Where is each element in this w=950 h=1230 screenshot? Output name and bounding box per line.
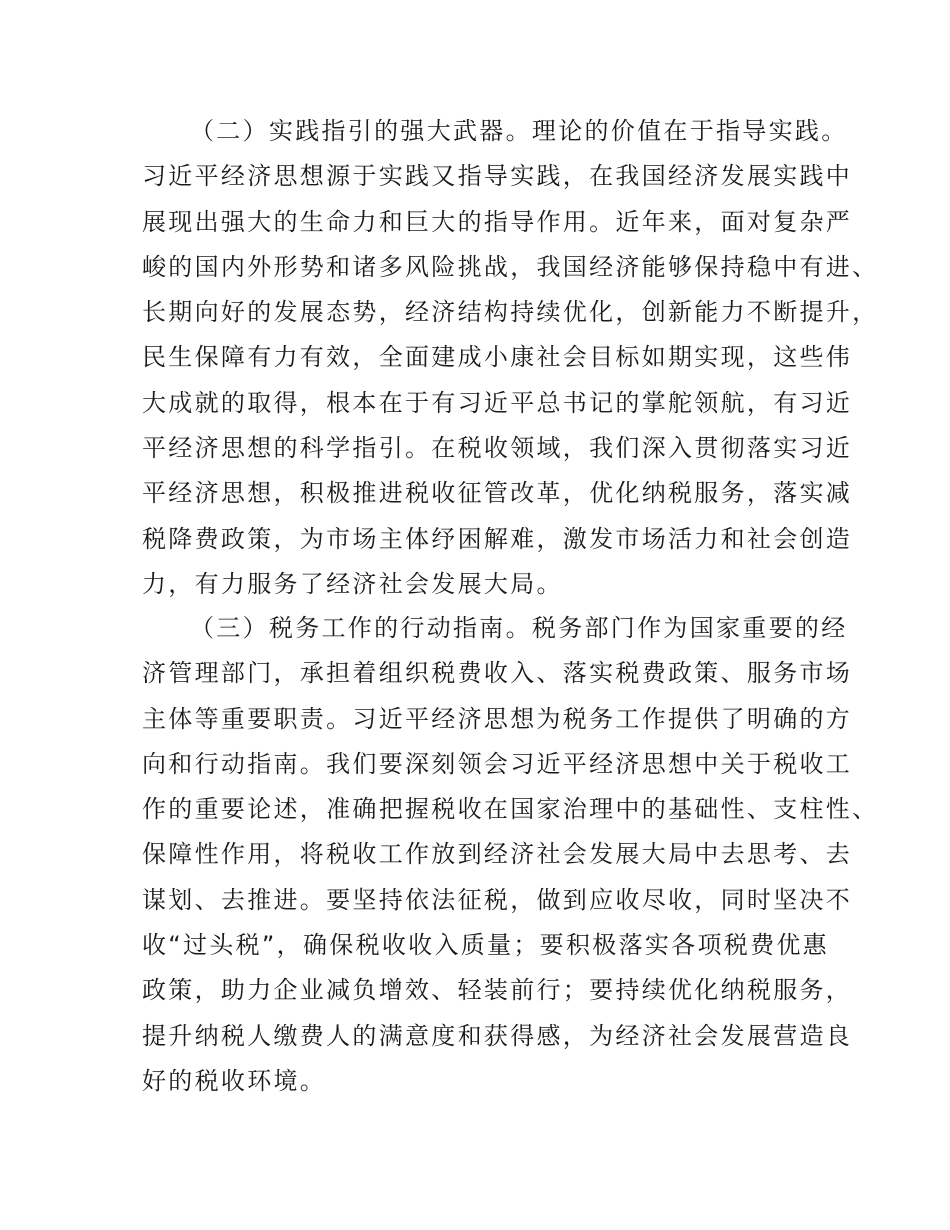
text-line: 习近平经济思想源于实践又指导实践，在我国经济发展实践中	[142, 162, 853, 191]
text-line: 税降费政策，为市场主体纾困解难，激发市场活力和社会创造	[142, 524, 853, 553]
text-line: 收“过头税”，确保税收收入质量；要积极落实各项税费优惠	[142, 931, 829, 960]
text-line: （二）实践指引的强大武器。理论的价值在于指导实践。	[190, 117, 848, 145]
text-line: 民生保障有力有效，全面建成小康社会目标如期实现，这些伟	[142, 343, 853, 372]
text-line: 向和行动指南。我们要深刻领会习近平经济思想中关于税收工	[142, 749, 853, 778]
text-line: 提升纳税人缴费人的满意度和获得感，为经济社会发展营造良	[142, 1021, 853, 1050]
text-line: 大成就的取得，根本在于有习近平总书记的掌舵领航，有习近	[142, 388, 853, 417]
text-line: 济管理部门，承担着组织税费收入、落实税费政策、服务市场	[142, 659, 853, 688]
text-line: 平经济思想，积极推进税收征管改革，优化纳税服务，落实减	[142, 479, 853, 508]
text-line: 主体等重要职责。习近平经济思想为税务工作提供了明确的方	[142, 704, 853, 733]
text-line: 政策，助力企业减负增效、轻装前行；要持续优化纳税服务，	[142, 976, 853, 1005]
text-line: 作的重要论述，准确把握税收在国家治理中的基础性、支柱性、	[142, 795, 879, 824]
text-line: 保障性作用，将税收工作放到经济社会发展大局中去思考、去	[142, 840, 853, 869]
text-line: 力，有力服务了经济社会发展大局。	[142, 569, 563, 598]
text-line: 长期向好的发展态势，经济结构持续优化，创新能力不断提升，	[142, 298, 879, 327]
text-line: 谋划、去推进。要坚持依法征税，做到应收尽收，同时坚决不	[142, 885, 853, 914]
text-line: 平经济思想的科学指引。在税收领域，我们深入贯彻落实习近	[142, 434, 853, 463]
paragraph-tax-work-guide	[142, 606, 879, 1104]
text-line: （三）税务工作的行动指南。税务部门作为国家重要的经	[190, 614, 848, 642]
text-line: 展现出强大的生命力和巨大的指导作用。近年来，面对复杂严	[142, 207, 853, 236]
paragraph-practice-guidance	[142, 109, 879, 607]
text-line: 好的税收环境。	[142, 1066, 327, 1095]
text-line: 峻的国内外形势和诸多风险挑战，我国经济能够保持稳中有进、	[142, 252, 879, 281]
